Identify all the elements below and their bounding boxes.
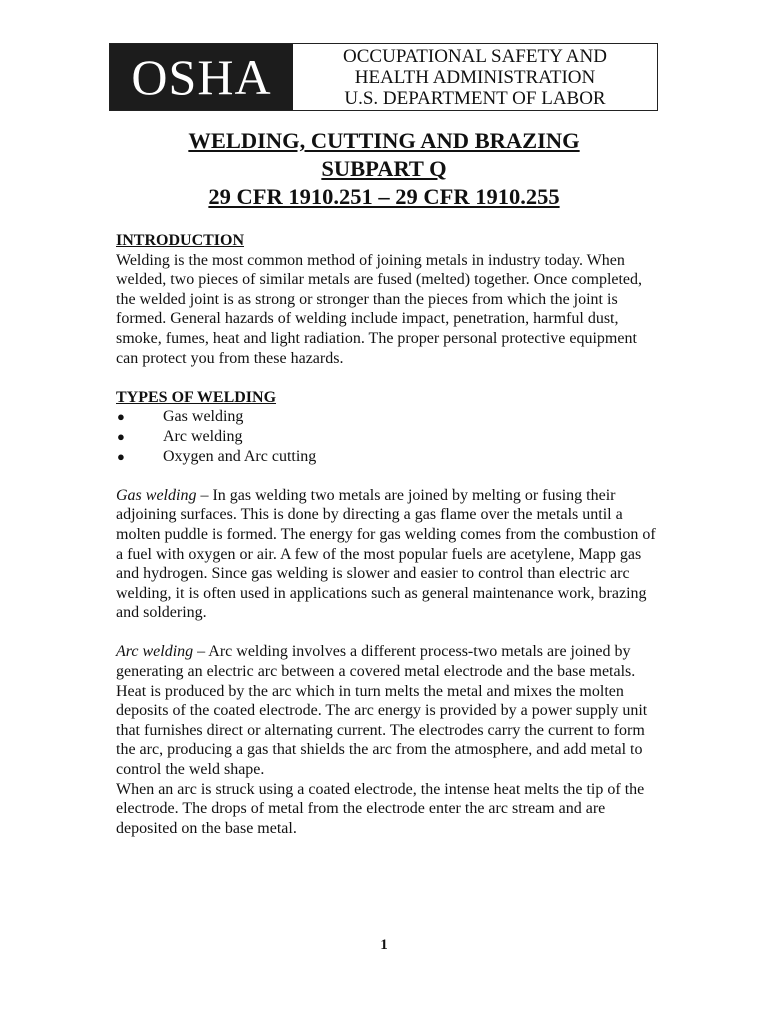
document-title bbox=[0, 127, 768, 211]
list-item bbox=[116, 427, 656, 447]
agency-line-2: HEALTH ADMINISTRATION bbox=[354, 66, 596, 88]
list-item-label: Gas welding bbox=[163, 408, 244, 426]
arc-welding-paragraph bbox=[116, 642, 656, 779]
bullet-icon: ● bbox=[117, 448, 125, 464]
page-number: 1 bbox=[380, 937, 388, 953]
title-line-1: WELDING, CUTTING AND BRAZING bbox=[188, 128, 580, 153]
list-item bbox=[116, 447, 656, 467]
document-body bbox=[116, 231, 656, 838]
title-line-3: 29 CFR 1910.251 – 29 CFR 1910.255 bbox=[208, 184, 560, 209]
title-line-2: SUBPART Q bbox=[321, 156, 447, 181]
osha-logo: OSHA bbox=[110, 44, 293, 110]
gas-welding-term: Gas welding bbox=[116, 486, 197, 504]
list-item-label: Oxygen and Arc cutting bbox=[163, 447, 317, 465]
arc-welding-paragraph-2: When an arc is struck using a coated electrode, the intense heat melts the tip of the electrode. The drops of metal from the electrode enter the arc stream and are deposited on the base metal. bbox=[116, 780, 645, 837]
agency-line-3: U.S. DEPARTMENT OF LABOR bbox=[344, 87, 606, 109]
gas-welding-paragraph bbox=[116, 486, 656, 623]
introduction-paragraph: Welding is the most common method of joining metals in industry today. When welded, two pieces of similar metals are fused (melted) together. Once completed, the welded joint is as strong or stronger than the pieces from which the joint is formed. General hazards of welding include impact, penetration, harmful dust, smoke, fumes, heat and light radiation. The proper personal protective equipment can protect you from these hazards. bbox=[116, 251, 643, 367]
arc-welding-term: Arc welding bbox=[116, 643, 194, 661]
agency-name bbox=[293, 44, 657, 110]
list-item-label: Arc welding bbox=[163, 427, 243, 445]
gas-welding-text: – In gas welding two metals are joined by melting or fusing their adjoining surfaces. This is done by directing a gas flame over the metals until a molten puddle is formed. The energy for gas welding comes from the combustion of a fuel with oxygen or air. A few of the most popular fuels are acetylene, Mapp gas and hydrogen. Since gas welding is slower and easier to control than electric arc welding, it is often used in applications such as general maintenance work, brazing and soldering. bbox=[116, 486, 656, 622]
welding-types-list bbox=[116, 407, 656, 466]
types-heading: TYPES OF WELDING bbox=[116, 388, 277, 406]
osha-header bbox=[109, 43, 658, 111]
list-item bbox=[116, 407, 656, 427]
bullet-icon: ● bbox=[117, 428, 125, 444]
agency-line-1: OCCUPATIONAL SAFETY AND bbox=[343, 45, 607, 67]
introduction-heading: INTRODUCTION bbox=[116, 232, 245, 249]
bullet-icon: ● bbox=[117, 409, 125, 425]
arc-welding-text: – Arc welding involves a different process-two metals are joined by generating an electric arc between a covered metal electrode and the base metals. Heat is produced by the arc which in turn melts the metal and mixes the molten deposits of the coated electrode. The arc energy is provided by a power supply unit that furnishes direct or alternating current. The electrodes carry the current to form the arc, producing a gas that shields the arc from the atmosphere, and add metal to control the weld shape. bbox=[116, 643, 648, 779]
